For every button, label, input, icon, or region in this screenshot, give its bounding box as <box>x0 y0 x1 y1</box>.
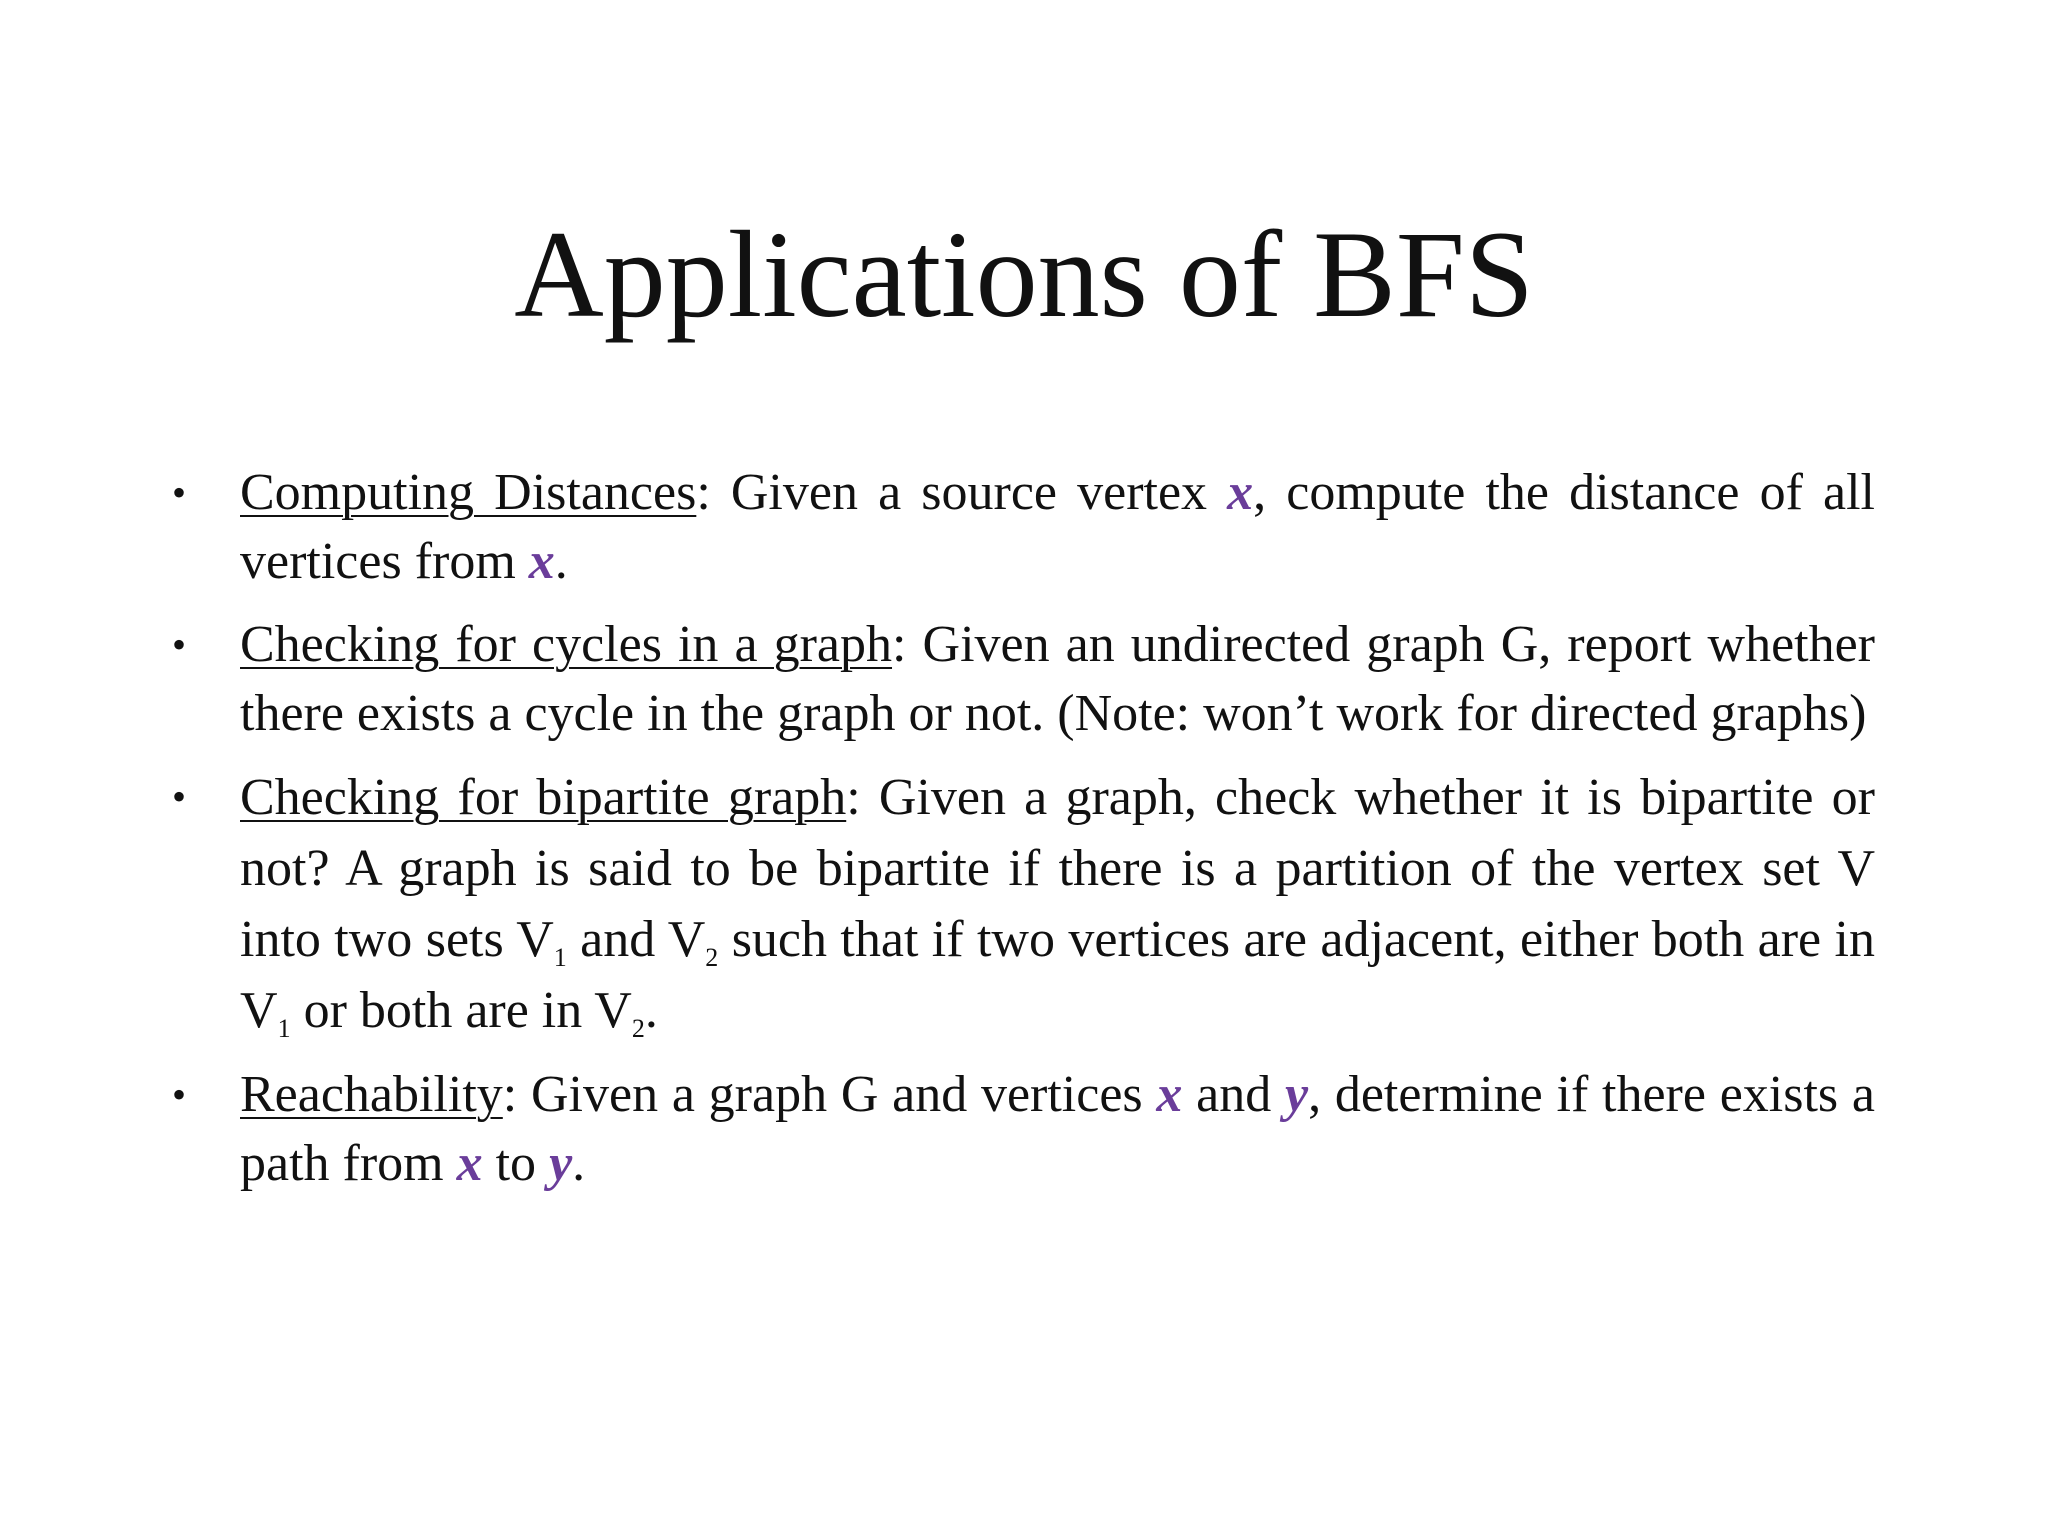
bullet-text: . <box>644 982 658 1039</box>
bullet-term: Checking for cycles in a graph <box>240 616 893 673</box>
bullet-dot-icon: • <box>172 622 187 667</box>
slide-title: Applications of BFS <box>514 206 1534 343</box>
bullet-dot-icon: • <box>172 470 187 515</box>
subscript: 2 <box>705 943 719 972</box>
variable-x: x <box>1156 1066 1183 1123</box>
bullet-text: . <box>572 1135 586 1192</box>
bullet-term: Checking for bipartite graph <box>240 769 847 826</box>
bullet-text: or both are in V <box>290 982 632 1039</box>
bullet-dot-icon: • <box>172 774 187 819</box>
bullet-term: Reachability <box>240 1066 503 1123</box>
bullet-text: such that if two vertices are adjacent, either both are in V <box>240 911 1875 1039</box>
bullet-text: . <box>554 533 568 590</box>
subscript: 2 <box>631 1014 645 1043</box>
bullet-text: and <box>1182 1066 1285 1123</box>
subscript: 1 <box>553 943 567 972</box>
bullet-text: , compute the distance of all vertices from <box>240 464 1875 590</box>
variable-x: x <box>456 1135 483 1192</box>
bullet-text: : Given a graph G and vertices <box>502 1066 1157 1123</box>
bullet-text: : Given a graph, check whether it is bipartite or not? A graph is said to be bipartite if there is a partition of the vertex set V into two sets V <box>240 769 1875 968</box>
bullet-item-bipartite <box>172 762 1875 1046</box>
variable-y: y <box>549 1135 573 1192</box>
subscript: 1 <box>277 1014 291 1043</box>
bullet-text: to <box>482 1135 550 1192</box>
variable-y: y <box>1285 1066 1309 1123</box>
bullet-list <box>172 458 1875 1212</box>
bullet-item-reachability <box>172 1060 1875 1198</box>
bullet-item-computing-distances <box>172 458 1875 596</box>
variable-x: x <box>528 533 555 590</box>
bullet-dot-icon: • <box>172 1072 187 1117</box>
bullet-term: Computing Distances <box>240 464 697 521</box>
variable-x: x <box>1227 464 1254 521</box>
bullet-text: : Given an undirected graph G, report whether there exists a cycle in the graph or not. (Note: won’t work for directed graphs) <box>240 616 1875 742</box>
bullet-text: , determine if there exists a path from <box>240 1066 1875 1192</box>
bullet-text: : Given a source vertex <box>696 464 1228 521</box>
bullet-text: and V <box>566 911 706 968</box>
bullet-item-checking-cycles <box>172 610 1875 748</box>
